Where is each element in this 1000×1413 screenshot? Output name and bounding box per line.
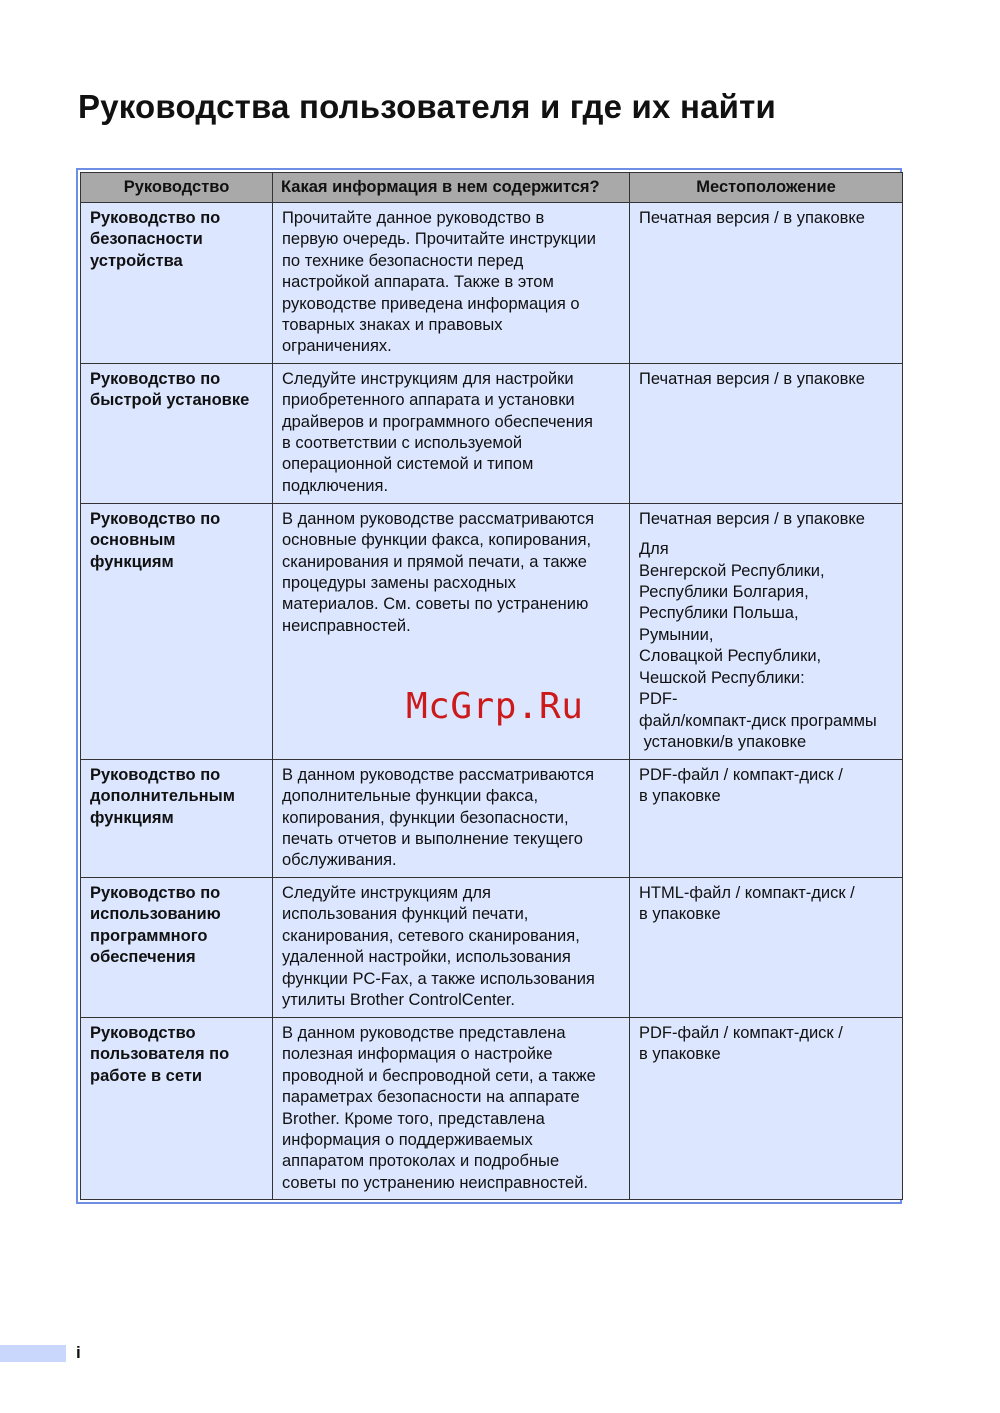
guide-location-cell [630,1017,903,1199]
guide-info-line: сканирования, сетевого сканирования, [282,926,580,945]
guide-info-cell [273,203,630,364]
guide-name-line: Руководство по [90,765,221,784]
guide-name-line: Руководство по [90,369,221,388]
guide-info-line: драйверов и программного обеспечения [282,412,593,431]
guide-name-line: быстрой установке [90,391,250,410]
guide-info-line: сканирования и прямой печати, а также [282,552,587,571]
guide-name-line: дополнительным [90,787,235,806]
guide-location-cell [630,363,903,503]
guide-info-cell [273,877,630,1017]
table-row [81,877,903,1017]
guide-info-line: Следуйте инструкциям для [282,883,491,902]
guide-location-line: PDF- [639,690,678,709]
header-location: Местоположение [630,173,903,203]
table-row [81,1017,903,1199]
guide-info-line: руководстве приведена информация о [282,294,580,313]
guide-location-line: в упаковке [639,1045,721,1064]
guide-info-line: В данном руководстве рассматриваются [282,509,595,528]
guide-name-cell [81,759,273,877]
guide-info-line: приобретенного аппарата и установки [282,391,575,410]
guide-location-line: установки/в упаковке [639,732,807,751]
guide-info-cell [273,1017,630,1199]
guide-info-line: советы по устранению неисправностей. [282,1173,589,1192]
guide-name-line: функциям [90,808,174,827]
table-row [81,203,903,364]
guide-location-line: Для [639,540,669,559]
guide-location-line: Республики Болгария, [639,583,809,602]
guide-name-line: Руководство по [90,209,221,227]
guide-name-line: устройства [90,251,183,270]
guide-name-line: работе в сети [90,1066,203,1085]
guide-info-line: В данном руководстве представлена [282,1023,566,1042]
guide-info-line: процедуры замены расходных [282,574,516,593]
guide-info-line: Brother. Кроме того, представлена [282,1109,545,1128]
guide-location-line: Словацкой Республики, [639,647,822,666]
guide-location-cell [630,759,903,877]
guide-info-line: Прочитайте данное руководство в [282,209,545,227]
guide-info-line: параметрах безопасности на аппарате [282,1088,580,1107]
guide-info-line: обслуживания. [282,851,397,870]
guide-name-cell [81,203,273,364]
guide-name-line: использованию [90,905,221,924]
guide-info-line: утилиты Brother ControlCenter. [282,990,515,1009]
guide-location-line: Республики Польша, [639,604,799,623]
guide-location-line: Печатная версия / в упаковке [639,209,865,227]
guide-name-line: Руководство по [90,509,221,528]
guide-location-cell [630,877,903,1017]
guide-name-line: пользователя по [90,1045,230,1064]
footer-bar [0,1345,66,1362]
guide-info-cell [273,363,630,503]
guide-name-line: обеспечения [90,948,196,967]
guide-info-line: информация о поддерживаемых [282,1130,533,1149]
guide-name-line: функциям [90,552,174,571]
guide-name-line: Руководство [90,1023,196,1042]
guide-name-line: программного [90,926,208,945]
guide-info-line: неисправностей. [282,616,411,635]
guide-info-line: удаленной настройки, использования [282,948,571,967]
guide-info-cell [273,759,630,877]
guide-info-line: первую очередь. Прочитайте инструкции [282,230,596,249]
table-row [81,363,903,503]
guide-info-line: функции PC-Fax, а также использования [282,969,595,988]
page-number: i [76,1343,81,1362]
table-row [81,759,903,877]
guide-name-line: Руководство по [90,883,221,902]
guide-info-line: В данном руководстве рассматриваются [282,765,595,784]
guide-location-cell [630,503,903,759]
guide-info-line: по технике безопасности перед [282,251,524,270]
guide-info-line: настройкой аппарата. Также в этом [282,273,554,292]
guide-info-line: копирования, функции безопасности, [282,808,569,827]
guide-name-cell [81,877,273,1017]
guide-location-line: PDF-файл / компакт-диск / [639,765,843,784]
watermark: McGrp.Ru [406,686,584,727]
guide-info-line: в соответствии с используемой [282,434,523,453]
guide-info-line: проводной и беспроводной сети, а также [282,1066,596,1085]
guide-info-line: аппаратом протоколах и подробные [282,1152,560,1171]
guide-location-line: Румынии, [639,625,714,644]
guide-name-cell [81,363,273,503]
guide-location-line: файл/компакт-диск программы [639,711,877,730]
guide-location-line: Чешской Республики: [639,668,805,687]
guide-info-line: материалов. См. советы по устранению [282,595,589,614]
guide-location-line: в упаковке [639,905,721,924]
guide-location-line: Венгерской Республики, [639,561,825,580]
guide-location-line: в упаковке [639,787,721,806]
guide-info-line: дополнительные функции факса, [282,787,539,806]
guide-name-line: основным [90,531,176,550]
guide-location-line: HTML-файл / компакт-диск / [639,883,855,902]
guide-location-line: Печатная версия / в упаковке [639,369,865,388]
guide-info-line: товарных знаках и правовых [282,316,503,335]
guide-info-line: подключения. [282,476,389,495]
guide-info-line: полезная информация о настройке [282,1045,553,1064]
guide-info-line: печать отчетов и выполнение текущего [282,830,583,849]
table-header-row [81,173,903,203]
guide-name-cell [81,503,273,759]
header-guide: Руководство [81,173,273,203]
guide-location-line: PDF-файл / компакт-диск / [639,1023,843,1042]
guide-info-line: операционной системой и типом [282,455,534,474]
guide-location-cell [630,203,903,364]
guide-info-line: Следуйте инструкциям для настройки [282,369,574,388]
guide-name-cell [81,1017,273,1199]
guide-info-line: использования функций печати, [282,905,529,924]
guide-info-line: основные функции факса, копирования, [282,531,592,550]
guide-info-line: ограничениях. [282,337,392,356]
page-title: Руководства пользователя и где их найти [78,88,776,125]
header-info: Какая информация в нем содержится? [273,173,630,203]
guide-location-line: Печатная версия / в упаковке [639,509,865,528]
guide-name-line: безопасности [90,230,203,249]
